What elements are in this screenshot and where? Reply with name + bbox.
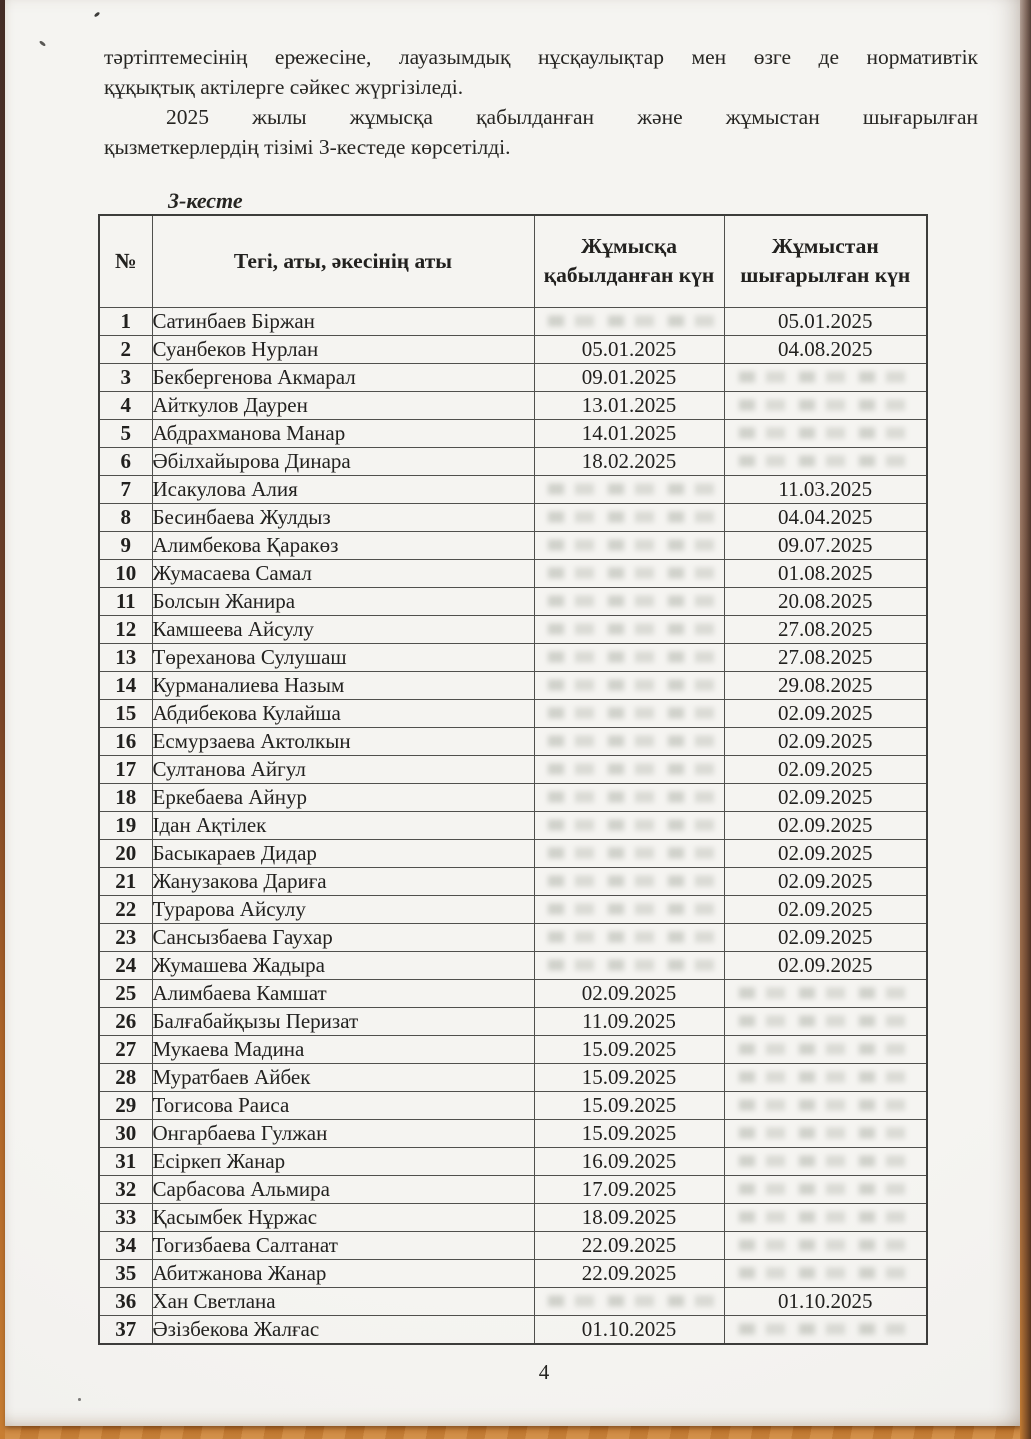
cell-name: Абдрахманова Манар <box>152 419 534 447</box>
cell-name: Бесинбаева Жулдыз <box>152 503 534 531</box>
cell-hired <box>534 307 724 335</box>
cell-fired <box>724 1091 927 1119</box>
cell-no: 15 <box>99 699 152 727</box>
cell-no: 36 <box>99 1287 152 1315</box>
cell-name: Есмурзаева Актолкын <box>152 727 534 755</box>
table-row <box>99 699 927 727</box>
cell-no: 1 <box>99 307 152 335</box>
cell-fired: 02.09.2025 <box>724 699 927 727</box>
employees-table <box>98 214 928 1345</box>
cell-hired <box>534 643 724 671</box>
table-row <box>99 1147 927 1175</box>
cell-name: Еркебаева Айнур <box>152 783 534 811</box>
cell-fired: 02.09.2025 <box>724 755 927 783</box>
table-row <box>99 811 927 839</box>
table-row <box>99 755 927 783</box>
table-header <box>99 215 927 307</box>
cell-no: 8 <box>99 503 152 531</box>
table-row <box>99 1007 927 1035</box>
table-row <box>99 363 927 391</box>
cell-fired: 20.08.2025 <box>724 587 927 615</box>
cell-name: Султанова Айгул <box>152 755 534 783</box>
cell-fired <box>724 1035 927 1063</box>
cell-hired: 22.09.2025 <box>534 1231 724 1259</box>
cell-name: Тогисова Раиса <box>152 1091 534 1119</box>
table-row <box>99 1035 927 1063</box>
document-page <box>5 0 1020 1426</box>
cell-name: Балғабайқызы Перизат <box>152 1007 534 1035</box>
table-row <box>99 643 927 671</box>
cell-fired <box>724 1063 927 1091</box>
cell-name: Жумашева Жадыра <box>152 951 534 979</box>
cell-hired: 15.09.2025 <box>534 1063 724 1091</box>
paragraph-1-line-2: құқықтық актілерге сәйкес жүргізіледі. <box>104 75 464 99</box>
cell-fired <box>724 447 927 475</box>
cell-name: Болсын Жанира <box>152 587 534 615</box>
cell-fired: 02.09.2025 <box>724 783 927 811</box>
cell-fired <box>724 1119 927 1147</box>
cell-no: 4 <box>99 391 152 419</box>
cell-no: 17 <box>99 755 152 783</box>
cell-hired <box>534 727 724 755</box>
cell-no: 5 <box>99 419 152 447</box>
cell-name: Сатинбаев Біржан <box>152 307 534 335</box>
cell-fired: 02.09.2025 <box>724 867 927 895</box>
cell-fired <box>724 391 927 419</box>
table-caption: 3-кесте <box>168 188 243 213</box>
cell-hired <box>534 1287 724 1315</box>
cell-fired: 04.04.2025 <box>724 503 927 531</box>
cell-fired <box>724 979 927 1007</box>
cell-name: Муратбаев Айбек <box>152 1063 534 1091</box>
cell-name: Турарова Айсулу <box>152 895 534 923</box>
cell-fired: 02.09.2025 <box>724 811 927 839</box>
cell-name: Қасымбек Нұржас <box>152 1203 534 1231</box>
cell-name: Жанузакова Дариға <box>152 867 534 895</box>
cell-fired: 09.07.2025 <box>724 531 927 559</box>
cell-hired <box>534 559 724 587</box>
cell-no: 14 <box>99 671 152 699</box>
table-row <box>99 391 927 419</box>
cell-fired: 02.09.2025 <box>724 951 927 979</box>
table-body <box>99 307 927 1344</box>
cell-no: 9 <box>99 531 152 559</box>
cell-no: 3 <box>99 363 152 391</box>
cell-no: 23 <box>99 923 152 951</box>
header-row <box>99 215 927 307</box>
cell-hired: 17.09.2025 <box>534 1175 724 1203</box>
cell-hired: 01.10.2025 <box>534 1315 724 1344</box>
table-row <box>99 447 927 475</box>
table-row <box>99 1315 927 1344</box>
cell-fired <box>724 419 927 447</box>
cell-name: Алимбекова Қаракөз <box>152 531 534 559</box>
intro-text <box>104 42 978 162</box>
cell-hired: 05.01.2025 <box>534 335 724 363</box>
cell-fired: 04.08.2025 <box>724 335 927 363</box>
cell-hired <box>534 699 724 727</box>
cell-fired <box>724 1203 927 1231</box>
table-row <box>99 1259 927 1287</box>
cell-no: 19 <box>99 811 152 839</box>
table-row <box>99 1175 927 1203</box>
cell-hired <box>534 587 724 615</box>
cell-no: 33 <box>99 1203 152 1231</box>
cell-hired: 02.09.2025 <box>534 979 724 1007</box>
cell-name: Абдибекова Кулайша <box>152 699 534 727</box>
header-fullname: Тегі, аты, әкесінің аты <box>152 215 534 307</box>
cell-fired <box>724 1231 927 1259</box>
table-row <box>99 615 927 643</box>
cell-no: 24 <box>99 951 152 979</box>
cell-name: Тогизбаева Салтанат <box>152 1231 534 1259</box>
cell-no: 16 <box>99 727 152 755</box>
paragraph-1 <box>104 42 978 102</box>
table-row <box>99 419 927 447</box>
table-row <box>99 895 927 923</box>
paragraph-2 <box>104 102 978 162</box>
cell-fired: 29.08.2025 <box>724 671 927 699</box>
table-row <box>99 923 927 951</box>
cell-name: Бекбергенова Акмарал <box>152 363 534 391</box>
cell-no: 34 <box>99 1231 152 1259</box>
cell-name: Мукаева Мадина <box>152 1035 534 1063</box>
table-row <box>99 671 927 699</box>
cell-fired <box>724 1007 927 1035</box>
cell-no: 30 <box>99 1119 152 1147</box>
cell-no: 12 <box>99 615 152 643</box>
cell-name: Курманалиева Назым <box>152 671 534 699</box>
page-number: 4 <box>538 1359 550 1384</box>
paragraph-2-line-2: қызметкерлердің тізімі 3-кестеде көрсетілді. <box>104 135 511 159</box>
cell-name: Хан Светлана <box>152 1287 534 1315</box>
paragraph-1-line-1: тәртіптемесінің ережесіне, лауазымдық нұсқаулықтар мен өзге де нормативтік <box>104 45 978 69</box>
table-row <box>99 1063 927 1091</box>
cell-name: Ідан Ақтілек <box>152 811 534 839</box>
cell-no: 6 <box>99 447 152 475</box>
cell-fired: 02.09.2025 <box>724 923 927 951</box>
cell-name: Камшеева Айсулу <box>152 615 534 643</box>
table-row <box>99 727 927 755</box>
cell-no: 29 <box>99 1091 152 1119</box>
cell-no: 10 <box>99 559 152 587</box>
paragraph-2-line-1: 2025 жылы жұмысқа қабылданған және жұмыстан шығарылған <box>166 105 978 129</box>
cell-fired: 02.09.2025 <box>724 895 927 923</box>
cell-fired: 05.01.2025 <box>724 307 927 335</box>
cell-hired: 16.09.2025 <box>534 1147 724 1175</box>
cell-name: Әзізбекова Жалғас <box>152 1315 534 1344</box>
cell-fired <box>724 1175 927 1203</box>
table-row <box>99 587 927 615</box>
cell-fired: 27.08.2025 <box>724 615 927 643</box>
cell-hired <box>534 923 724 951</box>
cell-no: 25 <box>99 979 152 1007</box>
cell-fired: 02.09.2025 <box>724 839 927 867</box>
cell-hired: 15.09.2025 <box>534 1119 724 1147</box>
cell-name: Исакулова Алия <box>152 475 534 503</box>
table-row <box>99 1119 927 1147</box>
cell-no: 22 <box>99 895 152 923</box>
cell-no: 31 <box>99 1147 152 1175</box>
table-row <box>99 1091 927 1119</box>
cell-fired: 01.10.2025 <box>724 1287 927 1315</box>
cell-no: 13 <box>99 643 152 671</box>
cell-no: 11 <box>99 587 152 615</box>
page-content <box>5 0 1020 1385</box>
cell-no: 28 <box>99 1063 152 1091</box>
cell-hired: 11.09.2025 <box>534 1007 724 1035</box>
cell-hired <box>534 811 724 839</box>
cell-no: 20 <box>99 839 152 867</box>
cell-name: Басыкараев Дидар <box>152 839 534 867</box>
cell-no: 21 <box>99 867 152 895</box>
cell-no: 26 <box>99 1007 152 1035</box>
cell-hired: 15.09.2025 <box>534 1035 724 1063</box>
cell-hired <box>534 503 724 531</box>
table-row <box>99 475 927 503</box>
cell-fired: 27.08.2025 <box>724 643 927 671</box>
table-row <box>99 839 927 867</box>
cell-hired: 09.01.2025 <box>534 363 724 391</box>
cell-hired <box>534 867 724 895</box>
table-row <box>99 503 927 531</box>
table-row <box>99 979 927 1007</box>
cell-no: 35 <box>99 1259 152 1287</box>
cell-hired: 18.09.2025 <box>534 1203 724 1231</box>
cell-fired <box>724 1315 927 1344</box>
desk-right-edge <box>1020 0 1031 1439</box>
cell-no: 2 <box>99 335 152 363</box>
cell-hired: 13.01.2025 <box>534 391 724 419</box>
table-row <box>99 951 927 979</box>
table-row <box>99 783 927 811</box>
cell-name: Абитжанова Жанар <box>152 1259 534 1287</box>
table-row <box>99 1231 927 1259</box>
cell-name: Алимбаева Камшат <box>152 979 534 1007</box>
cell-fired: 01.08.2025 <box>724 559 927 587</box>
cell-name: Жумасаева Самал <box>152 559 534 587</box>
table-row <box>99 531 927 559</box>
table-row <box>99 1287 927 1315</box>
table-row <box>99 559 927 587</box>
cell-name: Әбілхайырова Динара <box>152 447 534 475</box>
cell-hired <box>534 783 724 811</box>
cell-fired <box>724 1147 927 1175</box>
table-row <box>99 335 927 363</box>
cell-name: Суанбеков Нурлан <box>152 335 534 363</box>
cell-hired <box>534 475 724 503</box>
cell-hired <box>534 951 724 979</box>
cell-hired <box>534 839 724 867</box>
cell-hired <box>534 671 724 699</box>
table-row <box>99 307 927 335</box>
table-row <box>99 1203 927 1231</box>
cell-fired: 11.03.2025 <box>724 475 927 503</box>
cell-hired: 22.09.2025 <box>534 1259 724 1287</box>
cell-fired: 02.09.2025 <box>724 727 927 755</box>
cell-hired: 14.01.2025 <box>534 419 724 447</box>
cell-hired <box>534 755 724 783</box>
cell-no: 32 <box>99 1175 152 1203</box>
cell-name: Төреханова Сулушаш <box>152 643 534 671</box>
cell-name: Есіркеп Жанар <box>152 1147 534 1175</box>
cell-no: 27 <box>99 1035 152 1063</box>
cell-name: Онгарбаева Гулжан <box>152 1119 534 1147</box>
cell-fired <box>724 1259 927 1287</box>
cell-hired: 18.02.2025 <box>534 447 724 475</box>
cell-name: Айткулов Даурен <box>152 391 534 419</box>
cell-name: Сансызбаева Гаухар <box>152 923 534 951</box>
cell-no: 7 <box>99 475 152 503</box>
header-number: № <box>99 215 152 307</box>
cell-hired <box>534 895 724 923</box>
cell-hired <box>534 615 724 643</box>
cell-no: 37 <box>99 1315 152 1344</box>
header-hired-date: Жұмысқа қабылданған күн <box>534 215 724 307</box>
header-fired-date: Жұмыстан шығарылған күн <box>724 215 927 307</box>
cell-hired <box>534 531 724 559</box>
paper-speck <box>78 1398 81 1401</box>
cell-fired <box>724 363 927 391</box>
cell-hired: 15.09.2025 <box>534 1091 724 1119</box>
cell-no: 18 <box>99 783 152 811</box>
cell-name: Сарбасова Альмира <box>152 1175 534 1203</box>
table-row <box>99 867 927 895</box>
